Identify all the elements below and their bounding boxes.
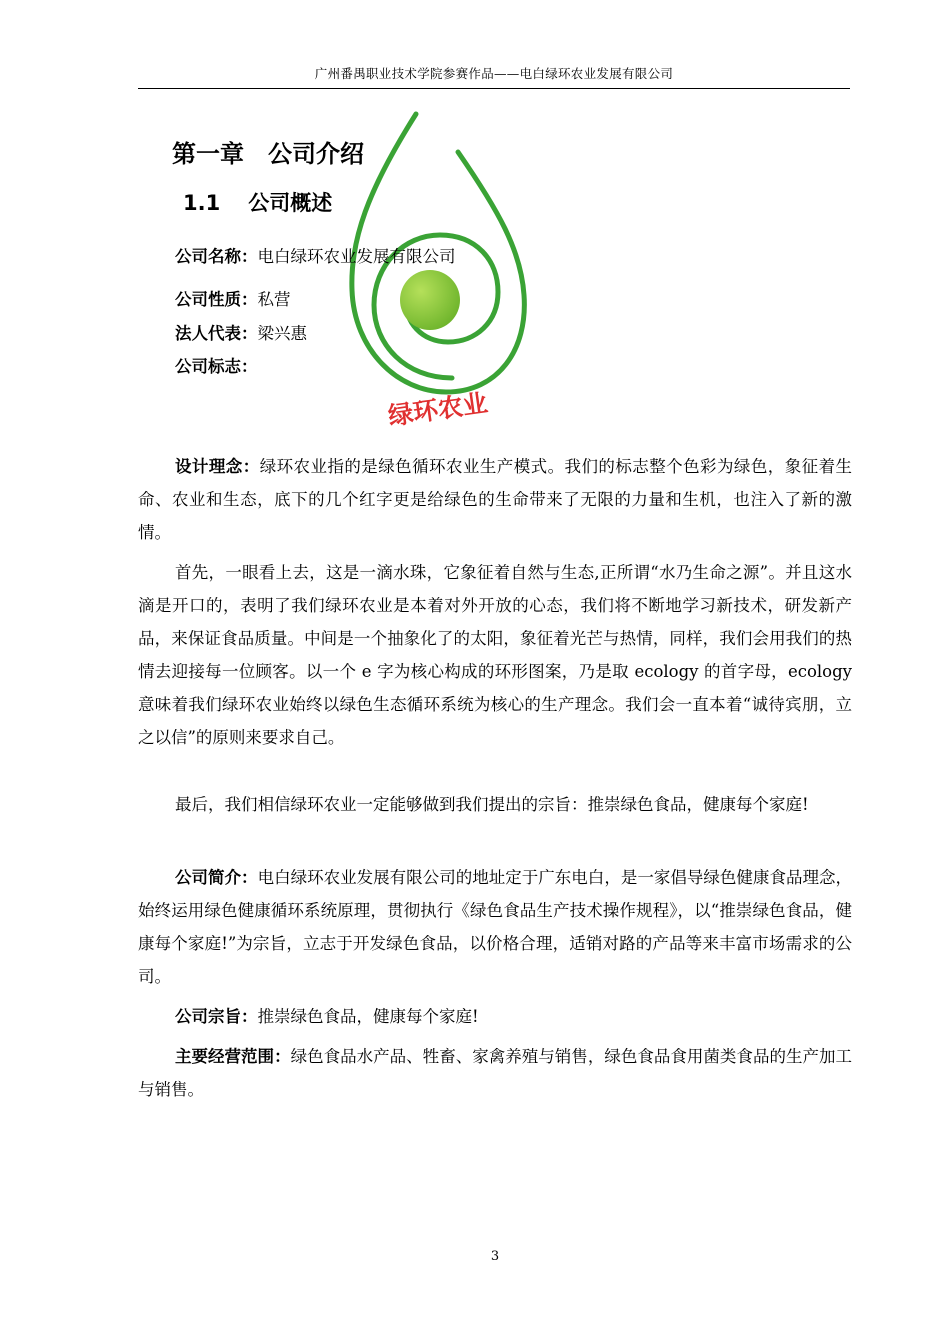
- section-number: 1.1: [183, 191, 221, 215]
- first-paragraph: 首先，一眼看上去，这是一滴水珠，它象征着自然与生态,正所谓“水乃生命之源”。并且这水滴是开口的，表明了我们绿环农业是本着对外开放的心态，我们将不断地学习新技术，研发新产品，来保证食品质量。中间是一个抽象化了的太阳，象征着光芒与热情，同样，我们会用我们的热情去迎接每一位顾客。以一个 e 字为核心构成的环形图案，乃是取 ecology 的首字母，ecology 意味着我们绿环农业始终以绿色生态循环系统为核心的生产理念。我们会一直本着“诚待宾朋，立之以信”的原则来要求自己。: [138, 563, 852, 747]
- logo-text: 绿环农业: [386, 388, 490, 430]
- company-intro-label: 公司简介：: [175, 868, 258, 887]
- section-title-text: 公司概述: [248, 191, 333, 215]
- company-name-label: 公司名称：: [175, 247, 258, 266]
- legal-rep-value: 梁兴惠: [257, 324, 307, 343]
- company-name-row: [175, 243, 456, 267]
- company-nature-row: [175, 286, 291, 310]
- last-paragraph: 最后，我们相信绿环农业一定能够做到我们提出的宗旨：推崇绿色食品，健康每个家庭!: [175, 795, 809, 814]
- company-logo-row: [175, 353, 258, 377]
- company-intro-text: 电白绿环农业发展有限公司的地址定于广东电白，是一家倡导绿色健康食品理念，始终运用绿色健康循环系统原理，贯彻执行《绿色食品生产技术操作规程》，以“推崇绿色食品，健康每个家庭!”为宗旨，立志于开发绿色食品，以价格合理，适销对路的产品等来丰富市场需求的公司。: [138, 868, 852, 986]
- page-header: 广州番禺职业技术学院参赛作品——电白绿环农业发展有限公司: [138, 64, 850, 89]
- business-scope-text: 绿色食品水产品、牲畜、家禽养殖与销售，绿色食品食用菌类食品的生产加工与销售。: [138, 1047, 853, 1099]
- design-concept-paragraph: [138, 450, 852, 549]
- page-number: 3: [490, 1249, 500, 1264]
- design-concept-text: 绿环农业指的是绿色循环农业生产模式。我们的标志整个色彩为绿色，象征着生命、农业和生态，底下的几个红字更是给绿色的生命带来了无限的力量和生机，也注入了新的激情。: [138, 457, 853, 542]
- legal-rep-row: [175, 320, 307, 344]
- business-scope-paragraph: [138, 1040, 852, 1106]
- section-title: [183, 187, 332, 217]
- legal-rep-label: 法人代表：: [175, 324, 258, 343]
- company-purpose-text: 推崇绿色食品，健康每个家庭!: [257, 1007, 479, 1026]
- business-scope-label: 主要经营范围：: [175, 1047, 291, 1066]
- company-nature-label: 公司性质：: [175, 290, 258, 309]
- company-purpose-label: 公司宗旨：: [175, 1007, 258, 1026]
- company-nature-value: 私营: [257, 290, 291, 309]
- design-concept-label: 设计理念：: [175, 457, 260, 476]
- company-purpose-paragraph: [138, 1000, 852, 1033]
- company-intro-paragraph: [138, 861, 852, 993]
- company-name-value: 电白绿环农业发展有限公司: [257, 247, 456, 266]
- company-logo-label: 公司标志：: [175, 357, 258, 376]
- chapter-title: 第一章 公司介绍: [172, 140, 364, 168]
